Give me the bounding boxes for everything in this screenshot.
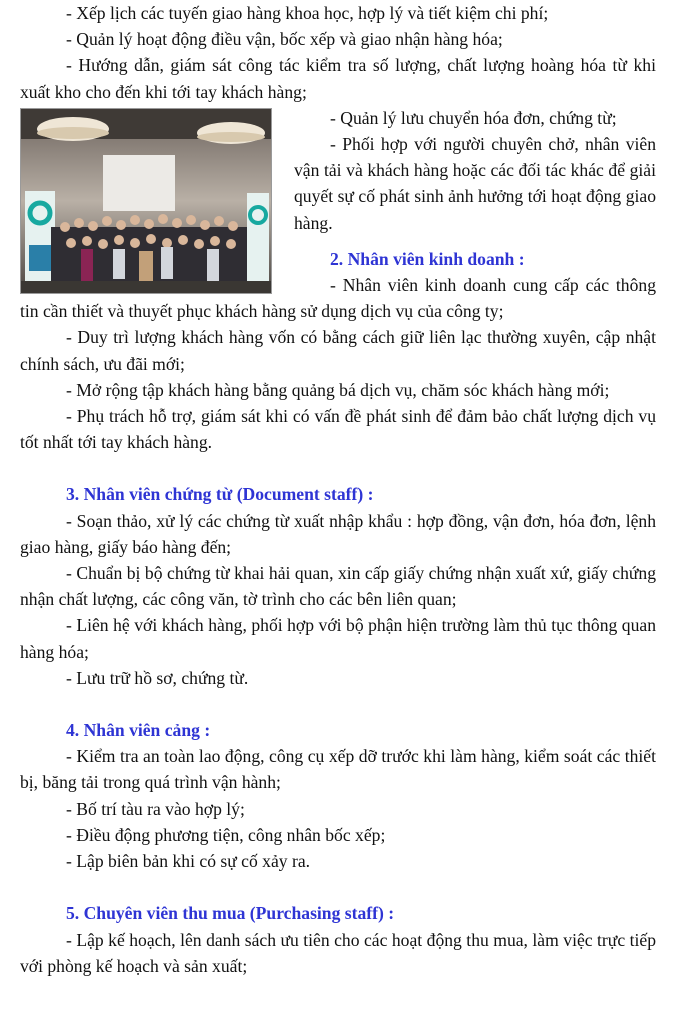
bullet-item: - Hướng dẫn, giám sát công tác kiểm tra số lượng, chất lượng hoàng hóa từ khi xuất kho cho đến khi tới tay khách hàng; [20, 55, 656, 102]
bullet-item: - Mở rộng tập khách hàng bằng quảng bá dịch vụ, chăm sóc khách hàng mới; [66, 379, 610, 400]
bullet-item: - Quản lý hoạt động điều vận, bốc xếp và giao nhận hàng hóa; [66, 29, 503, 50]
bullet-item: - Điều động phương tiện, công nhân bốc xếp; [66, 824, 386, 845]
group-photo-image [20, 108, 272, 294]
bullet-item: - Lập kế hoạch, lên danh sách ưu tiên cho các hoạt động thu mua, làm việc trực tiếp với phòng kế hoạch và sản xuất; [20, 929, 656, 976]
section-heading: 3. Nhân viên chứng từ (Document staff) : [66, 484, 374, 505]
bullet-item: - Xếp lịch các tuyến giao hàng khoa học, hợp lý và tiết kiệm chi phí; [66, 3, 549, 23]
bullet-item: - Nhân viên kinh doanh cung cấp các thông tin cần thiết và thuyết phục khách hàng sử dụng dịch vụ của công ty; [20, 275, 656, 322]
bullet-item: - Bố trí tàu ra vào hợp lý; [66, 798, 245, 819]
bullet-item: - Soạn thảo, xử lý các chứng từ xuất nhập khẩu : hợp đồng, vận đơn, hóa đơn, lệnh giao hàng, giấy báo hàng đến; [20, 510, 656, 557]
bullet-item: - Lập biên bản khi có sự cố xảy ra. [66, 851, 311, 872]
section-heading: 2. Nhân viên kinh doanh : [330, 248, 525, 269]
bullet-item: - Quản lý lưu chuyển hóa đơn, chứng từ; [330, 107, 617, 128]
bullet-item: - Chuẩn bị bộ chứng từ khai hải quan, xin cấp giấy chứng nhận xuất xứ, giấy chứng nhận chất lượng, các công văn, tờ trình cho các bên liên quan; [20, 563, 656, 610]
bullet-item: - Phụ trách hỗ trợ, giám sát khi có vấn đề phát sinh để đảm bảo chất lượng dịch vụ tốt nhất tới tay khách hàng. [20, 406, 656, 453]
document-page [20, 0, 656, 979]
bullet-item: - Liên hệ với khách hàng, phối hợp với bộ phận hiện trường làm thủ tục thông quan hàng hóa; [20, 615, 656, 662]
bullet-item: - Lưu trữ hồ sơ, chứng từ. [66, 667, 249, 688]
section-heading: 5. Chuyên viên thu mua (Purchasing staff) : [66, 903, 395, 924]
bullet-item: - Kiểm tra an toàn lao động, công cụ xếp dỡ trước khi làm hàng, kiểm soát các thiết bị, băng tải trong quá trình vận hành; [20, 746, 656, 793]
bullet-item: - Duy trì lượng khách hàng vốn có bằng cách giữ liên lạc thường xuyên, cập nhật chính sách, ưu đãi mới; [20, 327, 656, 374]
section-heading: 4. Nhân viên cảng : [66, 720, 211, 741]
bullet-item: - Phối hợp với người chuyên chở, nhân viên vận tải và khách hàng hoặc các đối tác khác để giải quyết sự cố phát sinh ảnh hưởng tới hoạt động giao hàng. [294, 134, 656, 233]
